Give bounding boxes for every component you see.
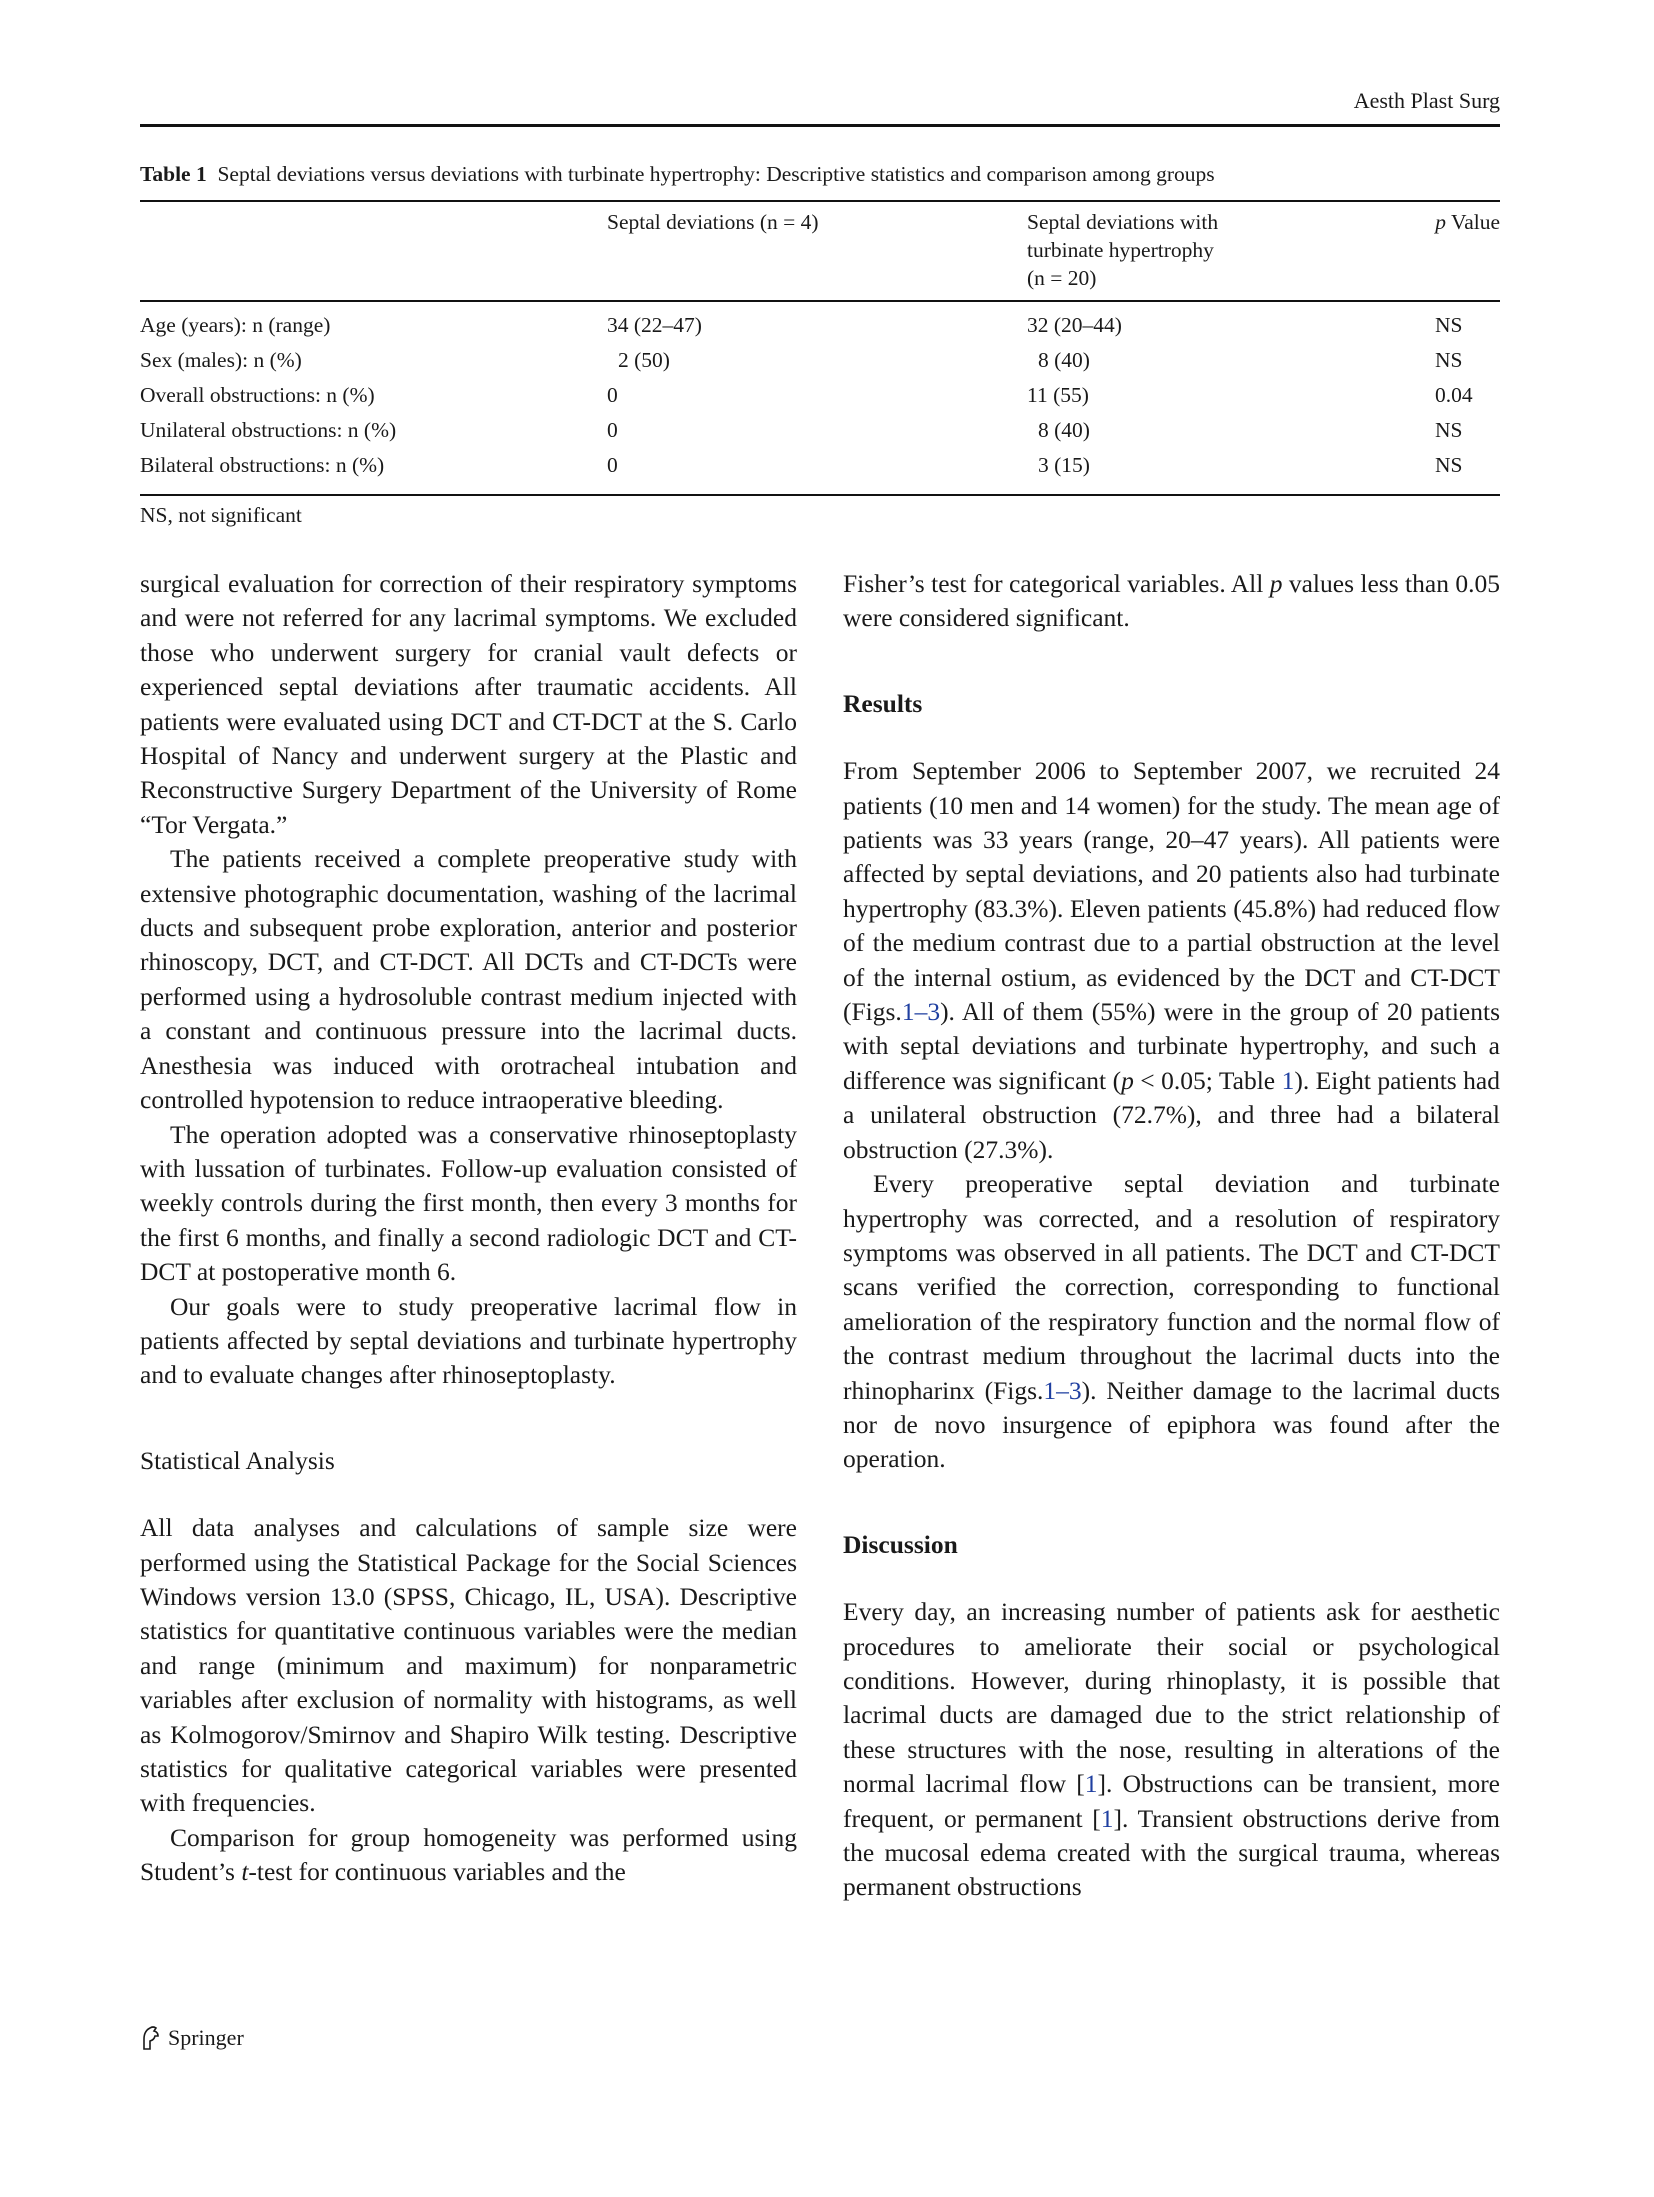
- table-header-rule: [140, 300, 1500, 302]
- figure-reference-link[interactable]: 1–3: [1043, 1375, 1082, 1405]
- citation-link[interactable]: 1: [1084, 1769, 1098, 1799]
- left-column: [140, 567, 797, 1890]
- cell-septal-turbinate: 8 (40): [1038, 418, 1090, 442]
- springer-horse-icon: [140, 2025, 162, 2051]
- table-header-pvalue: [1435, 208, 1500, 236]
- table-top-rule: [140, 200, 1500, 202]
- cell-septal: 34 (22–47): [607, 313, 702, 337]
- table-header-septal: Septal deviations (n = 4): [607, 210, 819, 234]
- row-label: Bilateral obstructions: n (%): [140, 453, 385, 477]
- paragraph: [843, 1167, 1500, 1477]
- table-caption-text: Septal deviations versus deviations with turbinate hypertrophy: Descriptive statistics and comparison among groups: [217, 162, 1215, 186]
- cell-septal: 0: [607, 383, 618, 407]
- paragraph: surgical evaluation for correction of their respiratory symptoms and were not referred for any lacrimal symptoms. We excluded those who underwent surgery for cranial vault defects or experienced septal deviations after traumatic accidents. All patients were evaluated using DCT and CT-DCT at the S. Carlo Hospital of Nancy and underwent surgery at the Plastic and Reconstructive Surgery Department of the University of Rome “Tor Vergata.”: [140, 569, 797, 839]
- header-rule: [140, 124, 1500, 127]
- paragraph: The patients received a complete preoperative study with extensive photographic documentation, washing of the lacrimal ducts and subsequent probe exploration, anterior and posterior rhinoscopy, DCT, and CT-DCT. All DCTs and CT-DCTs were performed using a hydrosoluble contrast medium injected with a constant and continuous pressure into the lacrimal ducts. Anesthesia was induced with orotracheal intubation and controlled hypotension to reduce intraoperative bleeding.: [140, 844, 797, 1115]
- text-run: Every preoperative septal deviation and turbinate hypertrophy was corrected, and a resolution of respiratory symptoms was observed in all patients. The DCT and CT-DCT scans verified the correction, corresponding to functional amelioration of the respiratory function and the normal flow of the contrast medium throughout the lacrimal ducts into the rhinopharinx (Figs.: [843, 1169, 1500, 1405]
- header-line: turbinate hypertrophy: [1027, 238, 1214, 262]
- cell-septal: 2 (50): [618, 348, 670, 372]
- text-run: From September 2006 to September 2007, we recruited 24 patients (10 men and 14 women) for the study. The mean age of patients was 33 years (range, 20–47 years). All patients were affected by septal deviations, and 20 patients also had turbinate hypertrophy (83.3%). Eleven patients (45.8%) had reduced flow of the medium contrast due to a partial obstruction at the level of the internal ostium, as evidenced by the DCT and CT-DCT (Figs.: [843, 756, 1500, 1027]
- paragraph: [140, 1821, 797, 1890]
- table-reference-link[interactable]: 1: [1281, 1065, 1295, 1095]
- text-run: Comparison for group homogeneity was performed using Student’s: [140, 1822, 797, 1887]
- text-run: Every day, an increasing number of patients ask for aesthetic procedures to ameliorate their social or psychological conditions. However, during rhinoplasty, it is possible that lacrimal ducts are damaged due to the strict relationship of these structures with the nose, resulting in alterations of the normal lacrimal flow [: [843, 1597, 1500, 1799]
- paragraph: [843, 567, 1500, 636]
- cell-septal-turbinate: 32 (20–44): [1027, 313, 1122, 337]
- cell-pvalue: NS: [1435, 453, 1463, 477]
- cell-septal-turbinate: 11 (55): [1027, 383, 1089, 407]
- cell-pvalue: NS: [1435, 348, 1463, 372]
- text-run: ). All of them (55%) were in the group of 20 patients with septal deviations and turbinate hypertrophy, and such a difference was significant (: [843, 997, 1500, 1095]
- section-heading-discussion: Discussion: [843, 1529, 958, 1559]
- cell-septal-turbinate: 8 (40): [1038, 348, 1090, 372]
- paragraph: Our goals were to study preoperative lacrimal flow in patients affected by septal deviations and turbinate hypertrophy and to evaluate changes after rhinoseptoplasty.: [140, 1291, 797, 1390]
- table-row: [140, 418, 1500, 452]
- header-line: Septal deviations with: [1027, 210, 1219, 234]
- text-run: ). Eight patients had a unilateral obstruction (72.7%), and three had a bilateral obstruction (27.3%).: [843, 1065, 1500, 1164]
- cell-pvalue: NS: [1435, 313, 1463, 337]
- header-value-word: Value: [1451, 210, 1500, 234]
- paragraph: The operation adopted was a conservative rhinoseptoplasty with lussation of turbinates. Follow-up evaluation consisted of weekly controls during the first month, then every 3 months for the first 6 months, and finally a second radiologic DCT and CT-DCT at postoperative month 6.: [140, 1119, 797, 1287]
- text-run: < 0.05; Table: [1133, 1065, 1282, 1095]
- paragraph: All data analyses and calculations of sample size were performed using the Statistical Package for the Social Sciences Windows version 13.0 (SPSS, Chicago, IL, USA). Descriptive statistics for quantitative continuous variables were the median and range (minimum and maximum) for nonparametric variables after exclusion of normality with histograms, as well as Kolmogorov/Smirnov and Shapiro Wilk testing. Descriptive statistics for qualitative categorical variables were presented with frequencies.: [140, 1513, 797, 1818]
- table-footnote: NS, not significant: [140, 503, 302, 527]
- row-label: Sex (males): n (%): [140, 348, 302, 372]
- text-run: -test for continuous variables and the: [248, 1857, 626, 1887]
- p-symbol: p: [1435, 210, 1447, 234]
- section-subheading: Statistical Analysis: [140, 1445, 335, 1475]
- cell-septal: 0: [607, 453, 618, 477]
- row-label: Overall obstructions: n (%): [140, 383, 375, 407]
- table-row: [140, 313, 1500, 347]
- text-run: Fisher’s test for categorical variables. All: [843, 569, 1270, 598]
- header-line: (n = 20): [1027, 266, 1097, 290]
- table-caption: [140, 162, 1500, 187]
- table-row: [140, 348, 1500, 382]
- paragraph: [843, 1595, 1500, 1905]
- paragraph: [843, 754, 1500, 1167]
- table-header-septal-turbinate: [1027, 208, 1287, 292]
- text-run: ]. Obstructions can be transient, more frequent, or permanent [: [843, 1769, 1500, 1833]
- figure-reference-link[interactable]: 1–3: [901, 997, 941, 1027]
- row-label: Unilateral obstructions: n (%): [140, 418, 397, 442]
- table-label: Table 1: [140, 162, 207, 186]
- table-row: [140, 453, 1500, 487]
- p-symbol: p: [1269, 569, 1283, 598]
- text-run: values less than 0.05 were considered significant.: [843, 569, 1500, 633]
- text-run: ). Neither damage to the lacrimal ducts nor de novo insurgence of epiphora was found after the operation.: [843, 1375, 1500, 1474]
- text-run: ]. Transient obstructions derive from the mucosal edema created with the surgical trauma, whereas permanent obstructions: [843, 1803, 1500, 1902]
- table-bottom-rule: [140, 494, 1500, 496]
- p-symbol: p: [1121, 1065, 1134, 1095]
- table-row: [140, 383, 1500, 417]
- cell-septal: 0: [607, 418, 618, 442]
- publisher-footer: [140, 2025, 244, 2051]
- citation-link[interactable]: 1: [1100, 1803, 1114, 1833]
- t-symbol: t: [241, 1857, 249, 1887]
- right-column: [843, 567, 1500, 1905]
- section-heading-results: Results: [843, 688, 923, 718]
- cell-pvalue: NS: [1435, 418, 1463, 442]
- journal-name: Aesth Plast Surg: [1353, 88, 1500, 113]
- cell-septal-turbinate: 3 (15): [1038, 453, 1090, 477]
- publisher-name: Springer: [168, 2025, 244, 2050]
- cell-pvalue: 0.04: [1435, 383, 1473, 407]
- row-label: Age (years): n (range): [140, 313, 331, 337]
